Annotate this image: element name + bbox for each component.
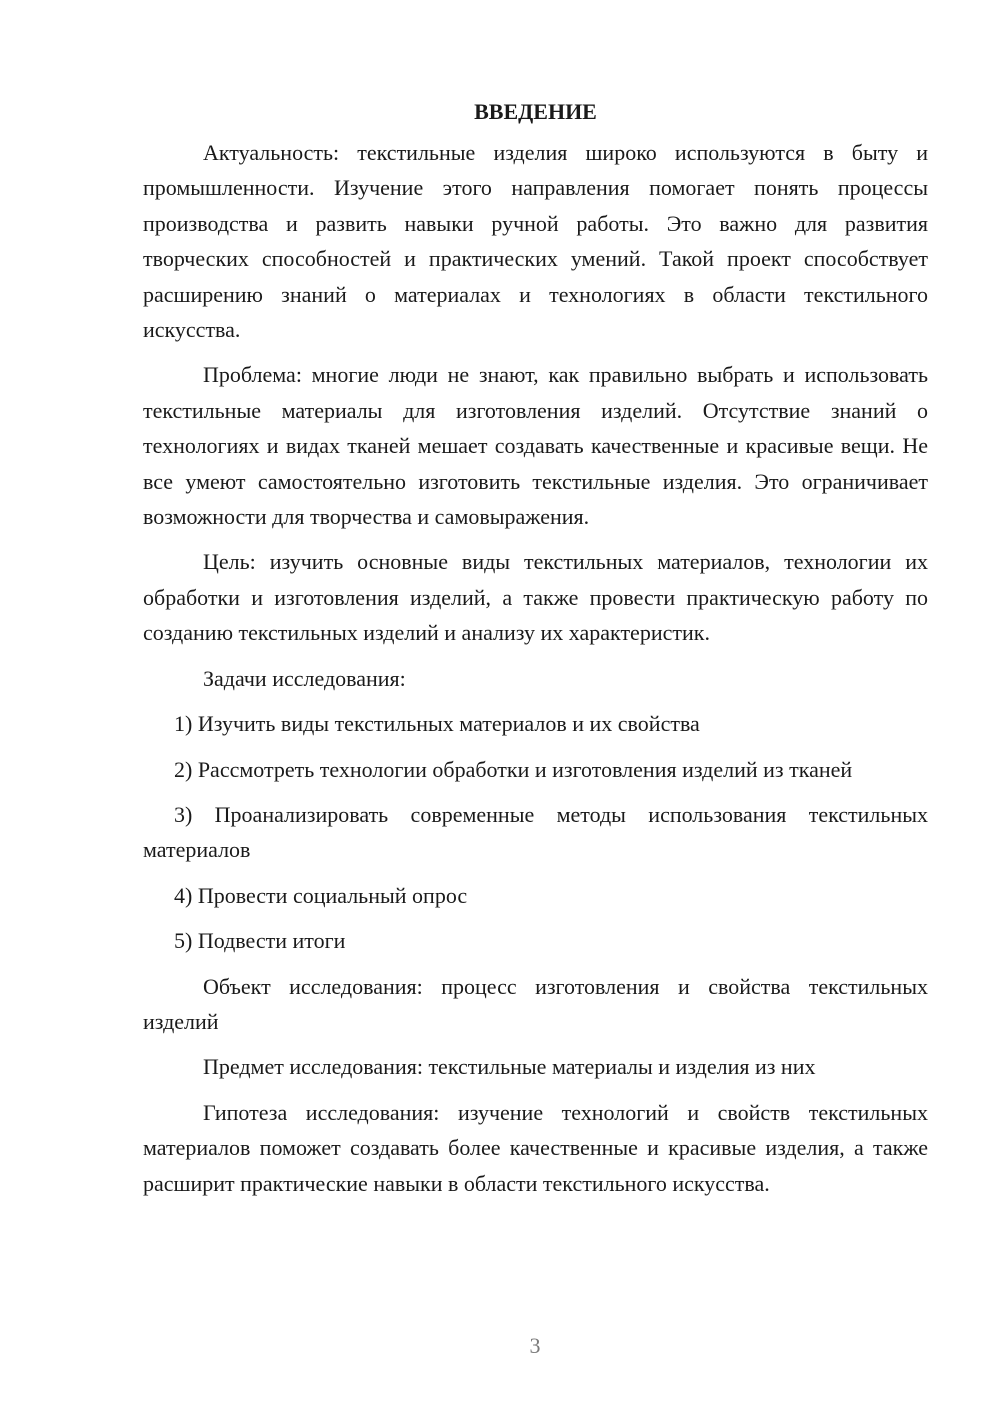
paragraph-subject: Предмет исследования: текстильные материалы и изделия из них	[203, 1054, 816, 1080]
tasks-heading: Задачи исследования:	[203, 665, 406, 691]
paragraph-goal: Цель: изучить основные виды текстильных материалов, технологии их обработки и изготовления изделий, а также провести практическую работу по созданию текстильных изделий и анализу их характеристик.	[143, 549, 928, 646]
paragraph-object: Объект исследования: процесс изготовления и свойства текстильных изделий	[143, 973, 928, 1034]
task-item: 1) Изучить виды текстильных материалов и их свойства	[174, 711, 700, 737]
paragraph-problem: Проблема: многие люди не знают, как правильно выбрать и использовать текстильные материалы для изготовления изделий. Отсутствие знаний о технологиях и видах тканей мешает создавать качественные и красивые вещи. Не все умеют самостоятельно изготовить текстильные изделия. Это ограничивает возможности для творчества и самовыражения.	[143, 362, 928, 530]
task-item: 5) Подвести итоги	[174, 928, 346, 954]
page-number: 3	[529, 1333, 541, 1358]
paragraph-hypothesis: Гипотеза исследования: изучение технологий и свойств текстильных материалов поможет создавать более качественные и красивые изделия, а также расширит практические навыки в области текстильного искусства.	[143, 1099, 928, 1196]
task-item: 3) Проанализировать современные методы использования текстильных материалов	[143, 801, 928, 863]
task-item: 2) Рассмотреть технологии обработки и изготовления изделий из тканей	[174, 756, 853, 782]
section-title: ВВЕДЕНИЕ	[474, 99, 597, 124]
page-content	[143, 96, 928, 1211]
paragraph-relevance: Актуальность: текстильные изделия широко используются в быту и промышленности. Изучение этого направления помогает понять процессы производства и развить навыки ручной работы. Это важно для развития творческих способностей и практических умений. Такой проект способствует расширению знаний о материалах и технологиях в области текстильного искусства.	[143, 140, 928, 343]
task-item: 4) Провести социальный опрос	[174, 882, 468, 908]
